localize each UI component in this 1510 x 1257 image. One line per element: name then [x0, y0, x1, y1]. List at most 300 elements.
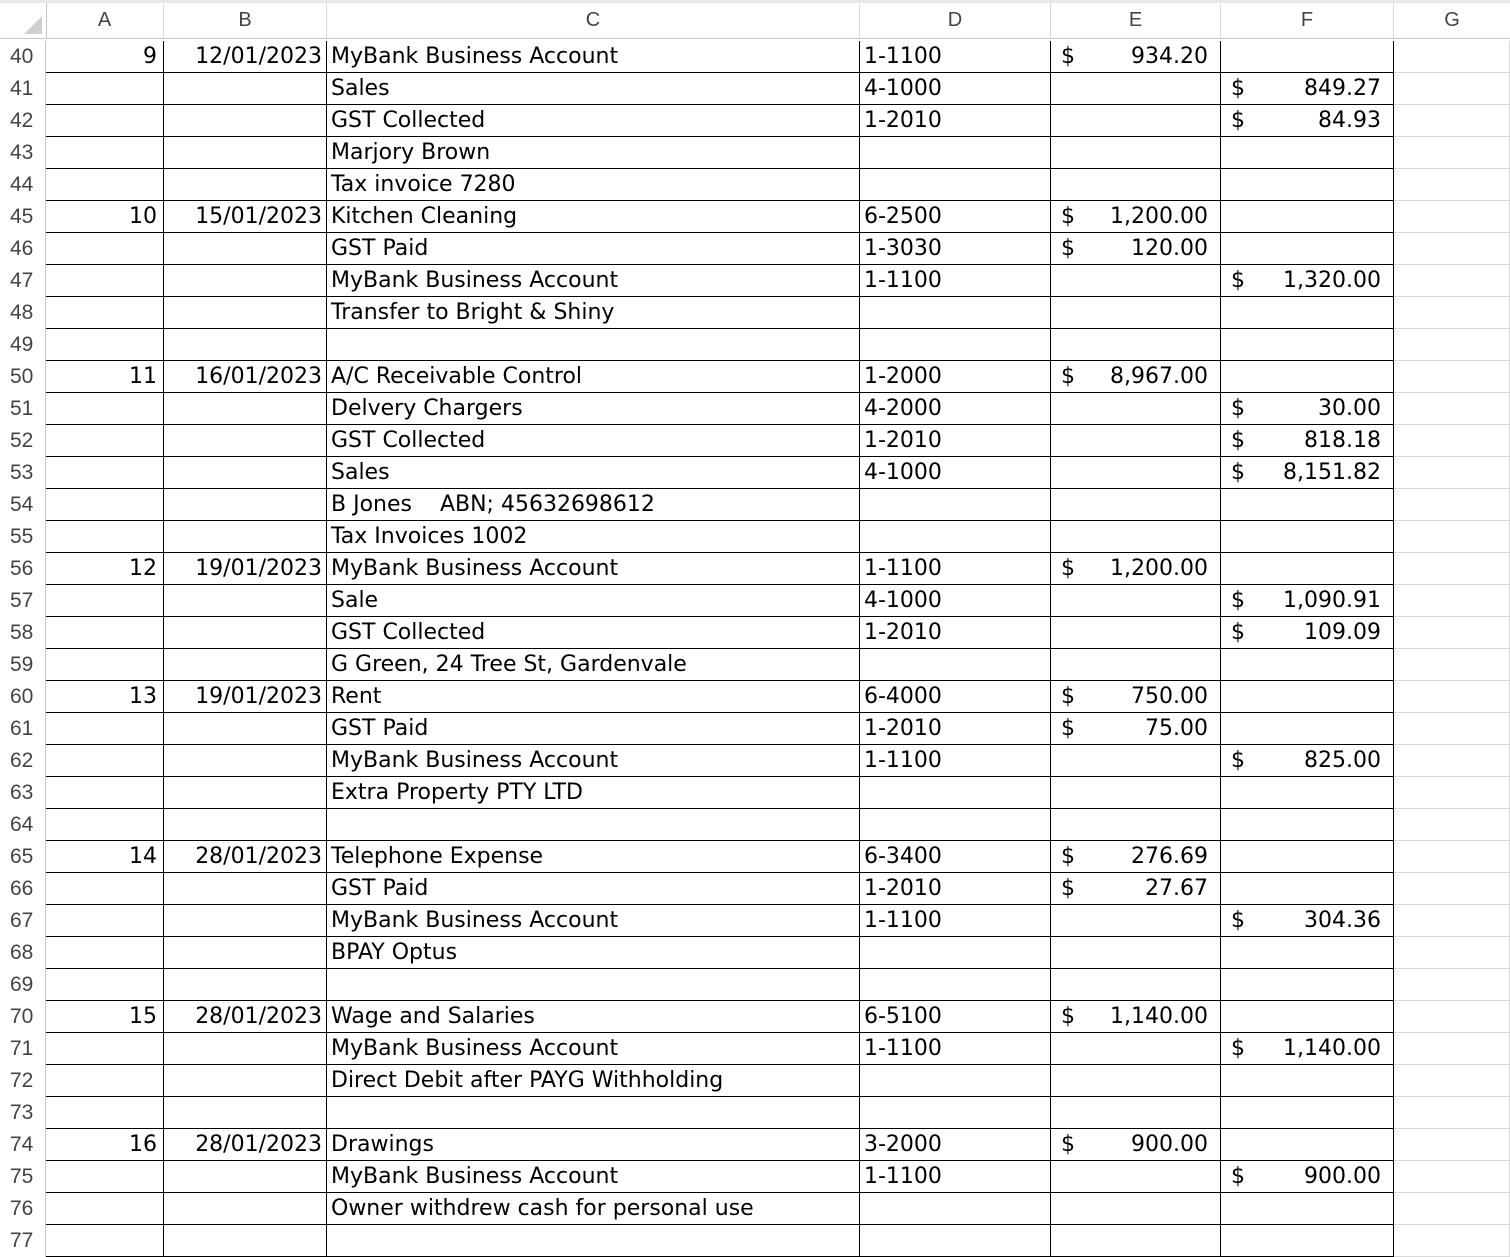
cell-d[interactable] [860, 1065, 1051, 1097]
cell-d[interactable] [860, 297, 1051, 329]
cell-d[interactable]: 1-1100 [860, 265, 1051, 297]
cell-d[interactable]: 1-1100 [860, 1161, 1051, 1193]
cell-e[interactable] [1051, 809, 1221, 841]
cell-d[interactable] [860, 137, 1051, 169]
cell-b[interactable]: 16/01/2023 [164, 361, 327, 393]
cell-c[interactable] [327, 969, 860, 1001]
cell-g[interactable] [1394, 873, 1510, 905]
cell-b[interactable] [164, 425, 327, 457]
row-header[interactable]: 64 [0, 809, 46, 841]
cell-c[interactable] [327, 809, 860, 841]
cell-f[interactable] [1221, 873, 1394, 905]
cell-d[interactable] [860, 489, 1051, 521]
cell-d[interactable]: 4-2000 [860, 393, 1051, 425]
cell-d[interactable] [860, 969, 1051, 1001]
cell-a[interactable] [46, 137, 164, 169]
cell-f[interactable] [1221, 553, 1394, 585]
cell-d[interactable] [860, 777, 1051, 809]
row-header[interactable]: 46 [0, 233, 46, 265]
row-header[interactable]: 55 [0, 521, 46, 553]
cell-a[interactable] [46, 585, 164, 617]
cell-b[interactable] [164, 969, 327, 1001]
cell-d[interactable]: 1-1100 [860, 905, 1051, 937]
cell-a[interactable] [46, 969, 164, 1001]
cell-c[interactable] [327, 329, 860, 361]
cell-f[interactable] [1221, 713, 1394, 745]
cell-b[interactable] [164, 329, 327, 361]
cell-g[interactable] [1394, 137, 1510, 169]
cell-g[interactable] [1394, 777, 1510, 809]
cell-f[interactable] [1221, 169, 1394, 201]
cell-a[interactable] [46, 809, 164, 841]
row-header[interactable]: 42 [0, 105, 46, 137]
cell-f[interactable] [1221, 1129, 1394, 1161]
cell-c[interactable] [327, 1225, 860, 1257]
cell-c[interactable]: Tax Invoices 1002 [327, 521, 860, 553]
cell-f[interactable] [1221, 809, 1394, 841]
cell-d[interactable]: 6-2500 [860, 201, 1051, 233]
cell-g[interactable] [1394, 713, 1510, 745]
row-header[interactable]: 66 [0, 873, 46, 905]
cell-a[interactable]: 12 [46, 553, 164, 585]
cell-f[interactable] [1221, 1097, 1394, 1129]
cell-c[interactable]: MyBank Business Account [327, 745, 860, 777]
cell-f[interactable] [1221, 841, 1394, 873]
cell-c[interactable]: BPAY Optus [327, 937, 860, 969]
cell-g[interactable] [1394, 393, 1510, 425]
cell-a[interactable]: 11 [46, 361, 164, 393]
cell-a[interactable] [46, 329, 164, 361]
row-header[interactable]: 68 [0, 937, 46, 969]
cell-b[interactable] [164, 1033, 327, 1065]
cell-g[interactable] [1394, 297, 1510, 329]
cell-a[interactable] [46, 1033, 164, 1065]
cell-d[interactable]: 4-1000 [860, 585, 1051, 617]
cell-e[interactable] [1051, 937, 1221, 969]
cell-e[interactable] [1051, 841, 1221, 873]
cell-c[interactable]: Tax invoice 7280 [327, 169, 860, 201]
cell-g[interactable] [1394, 617, 1510, 649]
cell-b[interactable] [164, 489, 327, 521]
row-header[interactable]: 62 [0, 745, 46, 777]
cell-b[interactable] [164, 137, 327, 169]
cell-g[interactable] [1394, 361, 1510, 393]
cell-f[interactable] [1221, 681, 1394, 713]
cell-f[interactable] [1221, 777, 1394, 809]
cell-g[interactable] [1394, 969, 1510, 1001]
cell-b[interactable] [164, 169, 327, 201]
cell-g[interactable] [1394, 649, 1510, 681]
cell-d[interactable]: 6-4000 [860, 681, 1051, 713]
cell-b[interactable] [164, 1097, 327, 1129]
cell-e[interactable] [1051, 521, 1221, 553]
cell-g[interactable] [1394, 233, 1510, 265]
cell-e[interactable] [1051, 1097, 1221, 1129]
cell-d[interactable] [860, 169, 1051, 201]
row-header[interactable]: 60 [0, 681, 46, 713]
cell-b[interactable]: 19/01/2023 [164, 681, 327, 713]
cell-e[interactable] [1051, 457, 1221, 489]
cell-b[interactable] [164, 777, 327, 809]
cell-a[interactable] [46, 1225, 164, 1257]
row-header[interactable]: 48 [0, 297, 46, 329]
cell-f[interactable] [1221, 1065, 1394, 1097]
row-header[interactable]: 44 [0, 169, 46, 201]
cell-g[interactable] [1394, 1161, 1510, 1193]
row-header[interactable]: 61 [0, 713, 46, 745]
cell-f[interactable] [1221, 201, 1394, 233]
cell-a[interactable] [46, 169, 164, 201]
row-header[interactable]: 57 [0, 585, 46, 617]
cell-b[interactable] [164, 937, 327, 969]
row-header[interactable]: 52 [0, 425, 46, 457]
cell-g[interactable] [1394, 1097, 1510, 1129]
cell-f[interactable] [1221, 233, 1394, 265]
cell-a[interactable]: 9 [46, 41, 164, 73]
cell-d[interactable] [860, 809, 1051, 841]
cell-d[interactable] [860, 649, 1051, 681]
cell-a[interactable] [46, 1097, 164, 1129]
cell-c[interactable]: G Green, 24 Tree St, Gardenvale [327, 649, 860, 681]
cell-e[interactable] [1051, 329, 1221, 361]
cell-d[interactable]: 1-1100 [860, 553, 1051, 585]
cell-b[interactable] [164, 713, 327, 745]
cell-c[interactable]: Sale [327, 585, 860, 617]
cell-c[interactable]: GST Collected [327, 105, 860, 137]
cell-d[interactable]: 1-1100 [860, 745, 1051, 777]
cell-c[interactable]: Transfer to Bright & Shiny [327, 297, 860, 329]
row-header[interactable]: 51 [0, 393, 46, 425]
cell-b[interactable] [164, 585, 327, 617]
column-header-g[interactable]: G [1444, 9, 1460, 31]
cell-a[interactable] [46, 233, 164, 265]
cell-g[interactable] [1394, 329, 1510, 361]
cell-g[interactable] [1394, 201, 1510, 233]
cell-b[interactable] [164, 105, 327, 137]
cell-a[interactable] [46, 265, 164, 297]
row-header[interactable]: 41 [0, 73, 46, 105]
cell-b[interactable]: 12/01/2023 [164, 41, 327, 73]
cell-e[interactable] [1051, 1001, 1221, 1033]
cell-d[interactable]: 6-5100 [860, 1001, 1051, 1033]
cell-g[interactable] [1394, 905, 1510, 937]
cell-f[interactable] [1221, 585, 1394, 617]
cell-f[interactable] [1221, 745, 1394, 777]
cell-b[interactable] [164, 521, 327, 553]
cell-a[interactable] [46, 105, 164, 137]
cell-g[interactable] [1394, 1225, 1510, 1257]
cell-f[interactable] [1221, 1033, 1394, 1065]
cell-d[interactable]: 1-2010 [860, 425, 1051, 457]
cell-e[interactable] [1051, 201, 1221, 233]
cell-c[interactable]: GST Paid [327, 873, 860, 905]
cell-e[interactable] [1051, 169, 1221, 201]
cell-f[interactable] [1221, 905, 1394, 937]
cell-e[interactable] [1051, 585, 1221, 617]
cell-c[interactable]: A/C Receivable Control [327, 361, 860, 393]
row-header[interactable]: 71 [0, 1033, 46, 1065]
cell-a[interactable] [46, 745, 164, 777]
cell-b[interactable] [164, 1225, 327, 1257]
cell-b[interactable] [164, 393, 327, 425]
cell-e[interactable] [1051, 777, 1221, 809]
cell-e[interactable] [1051, 137, 1221, 169]
cell-f[interactable] [1221, 1193, 1394, 1225]
row-header[interactable]: 40 [0, 41, 46, 73]
cell-e[interactable] [1051, 73, 1221, 105]
cell-d[interactable]: 1-2010 [860, 105, 1051, 137]
cell-a[interactable]: 15 [46, 1001, 164, 1033]
cell-f[interactable] [1221, 489, 1394, 521]
cell-d[interactable]: 1-2010 [860, 617, 1051, 649]
cell-d[interactable]: 1-1100 [860, 41, 1051, 73]
cell-e[interactable] [1051, 425, 1221, 457]
cell-f[interactable] [1221, 329, 1394, 361]
cell-g[interactable] [1394, 809, 1510, 841]
column-header-f[interactable]: F [1221, 3, 1394, 38]
cell-b[interactable] [164, 745, 327, 777]
cell-c[interactable]: Marjory Brown [327, 137, 860, 169]
row-header[interactable]: 63 [0, 777, 46, 809]
cell-b[interactable] [164, 1193, 327, 1225]
row-header[interactable]: 47 [0, 265, 46, 297]
cell-a[interactable] [46, 713, 164, 745]
cell-a[interactable] [46, 649, 164, 681]
cell-b[interactable] [164, 73, 327, 105]
cell-c[interactable]: MyBank Business Account [327, 905, 860, 937]
cell-e[interactable] [1051, 1193, 1221, 1225]
cell-c[interactable]: Delvery Chargers [327, 393, 860, 425]
cell-g[interactable] [1394, 457, 1510, 489]
cell-e[interactable] [1051, 745, 1221, 777]
cell-a[interactable] [46, 937, 164, 969]
cell-d[interactable] [860, 1193, 1051, 1225]
cell-f[interactable] [1221, 969, 1394, 1001]
column-header-b[interactable]: B [164, 3, 327, 38]
cell-b[interactable] [164, 905, 327, 937]
row-header[interactable]: 59 [0, 649, 46, 681]
cell-c[interactable]: MyBank Business Account [327, 553, 860, 585]
cell-d[interactable]: 1-1100 [860, 1033, 1051, 1065]
cell-g[interactable] [1394, 425, 1510, 457]
select-all-button[interactable] [0, 3, 47, 38]
cell-d[interactable]: 1-2010 [860, 713, 1051, 745]
cell-d[interactable]: 1-2010 [860, 873, 1051, 905]
cell-e[interactable] [1051, 1161, 1221, 1193]
cell-f[interactable] [1221, 617, 1394, 649]
cell-c[interactable]: Sales [327, 457, 860, 489]
cell-e[interactable] [1051, 489, 1221, 521]
cell-g[interactable] [1394, 585, 1510, 617]
cell-f[interactable] [1221, 73, 1394, 105]
row-header[interactable]: 53 [0, 457, 46, 489]
cell-e[interactable] [1051, 873, 1221, 905]
row-header[interactable]: 50 [0, 361, 46, 393]
row-header[interactable]: 54 [0, 489, 46, 521]
cell-e[interactable] [1051, 617, 1221, 649]
cell-c[interactable]: GST Paid [327, 233, 860, 265]
cell-f[interactable] [1221, 393, 1394, 425]
cell-e[interactable] [1051, 1129, 1221, 1161]
cell-e[interactable] [1051, 233, 1221, 265]
cell-f[interactable] [1221, 1001, 1394, 1033]
cell-a[interactable] [46, 521, 164, 553]
cell-g[interactable] [1394, 169, 1510, 201]
cell-b[interactable] [164, 873, 327, 905]
cell-f[interactable] [1221, 1225, 1394, 1257]
cell-d[interactable]: 1-3030 [860, 233, 1051, 265]
row-header[interactable]: 73 [0, 1097, 46, 1129]
cell-a[interactable] [46, 425, 164, 457]
cell-c[interactable]: Telephone Expense [327, 841, 860, 873]
cell-b[interactable] [164, 649, 327, 681]
cell-d[interactable]: 4-1000 [860, 457, 1051, 489]
cell-g[interactable] [1394, 841, 1510, 873]
cell-c[interactable]: Extra Property PTY LTD [327, 777, 860, 809]
cell-a[interactable] [46, 1161, 164, 1193]
cell-d[interactable] [860, 937, 1051, 969]
cell-f[interactable] [1221, 41, 1394, 73]
cell-e[interactable] [1051, 41, 1221, 73]
cell-b[interactable]: 28/01/2023 [164, 1129, 327, 1161]
cell-e[interactable] [1051, 361, 1221, 393]
cell-e[interactable] [1051, 105, 1221, 137]
cell-b[interactable]: 19/01/2023 [164, 553, 327, 585]
cell-a[interactable]: 10 [46, 201, 164, 233]
cell-c[interactable]: GST Collected [327, 617, 860, 649]
cell-d[interactable]: 1-2000 [860, 361, 1051, 393]
cell-e[interactable] [1051, 1225, 1221, 1257]
cell-c[interactable]: MyBank Business Account [327, 1161, 860, 1193]
cell-e[interactable] [1051, 393, 1221, 425]
row-header[interactable]: 67 [0, 905, 46, 937]
cell-e[interactable] [1051, 297, 1221, 329]
row-header[interactable]: 43 [0, 137, 46, 169]
row-header[interactable]: 49 [0, 329, 46, 361]
cell-d[interactable] [860, 1225, 1051, 1257]
cell-d[interactable] [860, 521, 1051, 553]
cell-c[interactable]: Kitchen Cleaning [327, 201, 860, 233]
cell-e[interactable] [1051, 265, 1221, 297]
cell-b[interactable] [164, 1161, 327, 1193]
cell-c[interactable]: GST Paid [327, 713, 860, 745]
cell-a[interactable] [46, 1065, 164, 1097]
row-header[interactable]: 70 [0, 1001, 46, 1033]
cell-c[interactable]: B Jones ABN; 45632698612 [327, 489, 860, 521]
cell-e[interactable] [1051, 649, 1221, 681]
cell-g[interactable] [1394, 41, 1510, 73]
cell-d[interactable] [860, 329, 1051, 361]
cell-c[interactable]: Drawings [327, 1129, 860, 1161]
cell-b[interactable] [164, 809, 327, 841]
cell-a[interactable] [46, 873, 164, 905]
cell-a[interactable] [46, 489, 164, 521]
cell-c[interactable]: Sales [327, 73, 860, 105]
cell-f[interactable] [1221, 457, 1394, 489]
cell-g[interactable] [1394, 1129, 1510, 1161]
cell-b[interactable] [164, 617, 327, 649]
cell-d[interactable] [860, 1097, 1051, 1129]
row-header[interactable]: 75 [0, 1161, 46, 1193]
row-header[interactable]: 76 [0, 1193, 46, 1225]
cell-c[interactable]: Wage and Salaries [327, 1001, 860, 1033]
row-header[interactable]: 65 [0, 841, 46, 873]
cell-c[interactable]: MyBank Business Account [327, 1033, 860, 1065]
cell-g[interactable] [1394, 105, 1510, 137]
cell-a[interactable] [46, 457, 164, 489]
cell-c[interactable]: MyBank Business Account [327, 265, 860, 297]
cell-g[interactable] [1394, 489, 1510, 521]
row-header[interactable]: 45 [0, 201, 46, 233]
cell-e[interactable] [1051, 905, 1221, 937]
cell-g[interactable] [1394, 681, 1510, 713]
cell-f[interactable] [1221, 137, 1394, 169]
column-header-a[interactable]: A [46, 3, 164, 38]
cell-e[interactable] [1051, 553, 1221, 585]
cell-e[interactable] [1051, 1033, 1221, 1065]
row-header[interactable]: 74 [0, 1129, 46, 1161]
cell-c[interactable]: MyBank Business Account [327, 41, 860, 73]
cell-a[interactable]: 16 [46, 1129, 164, 1161]
cell-a[interactable]: 14 [46, 841, 164, 873]
cell-a[interactable]: 13 [46, 681, 164, 713]
cell-c[interactable]: Rent [327, 681, 860, 713]
row-header[interactable]: 72 [0, 1065, 46, 1097]
cell-c[interactable] [327, 1097, 860, 1129]
cell-f[interactable] [1221, 649, 1394, 681]
row-header[interactable]: 58 [0, 617, 46, 649]
cell-f[interactable] [1221, 425, 1394, 457]
cell-g[interactable] [1394, 521, 1510, 553]
row-header[interactable]: 77 [0, 1225, 46, 1257]
cell-b[interactable]: 28/01/2023 [164, 1001, 327, 1033]
cell-b[interactable]: 15/01/2023 [164, 201, 327, 233]
row-header[interactable]: 56 [0, 553, 46, 585]
cell-e[interactable] [1051, 681, 1221, 713]
cell-f[interactable] [1221, 105, 1394, 137]
cell-g[interactable] [1394, 745, 1510, 777]
cell-g[interactable] [1394, 265, 1510, 297]
cell-f[interactable] [1221, 1161, 1394, 1193]
cell-e[interactable] [1051, 713, 1221, 745]
cell-a[interactable] [46, 393, 164, 425]
cell-a[interactable] [46, 297, 164, 329]
cell-f[interactable] [1221, 937, 1394, 969]
cell-g[interactable] [1394, 937, 1510, 969]
cell-b[interactable] [164, 265, 327, 297]
cell-g[interactable] [1394, 1033, 1510, 1065]
cell-a[interactable] [46, 617, 164, 649]
cell-f[interactable] [1221, 521, 1394, 553]
cell-a[interactable] [46, 73, 164, 105]
cell-g[interactable] [1394, 73, 1510, 105]
cell-b[interactable]: 28/01/2023 [164, 841, 327, 873]
cell-b[interactable] [164, 457, 327, 489]
cell-c[interactable]: Direct Debit after PAYG Withholding [327, 1065, 860, 1097]
cell-a[interactable] [46, 777, 164, 809]
cell-d[interactable]: 4-1000 [860, 73, 1051, 105]
cell-g[interactable] [1394, 1001, 1510, 1033]
cell-b[interactable] [164, 233, 327, 265]
cell-e[interactable] [1051, 1065, 1221, 1097]
cell-b[interactable] [164, 1065, 327, 1097]
column-header-e[interactable]: E [1051, 3, 1221, 38]
column-header-c[interactable]: C [327, 3, 860, 38]
cell-g[interactable] [1394, 1065, 1510, 1097]
cell-f[interactable] [1221, 265, 1394, 297]
cell-c[interactable]: Owner withdrew cash for personal use [327, 1193, 860, 1225]
cell-g[interactable] [1394, 1193, 1510, 1225]
